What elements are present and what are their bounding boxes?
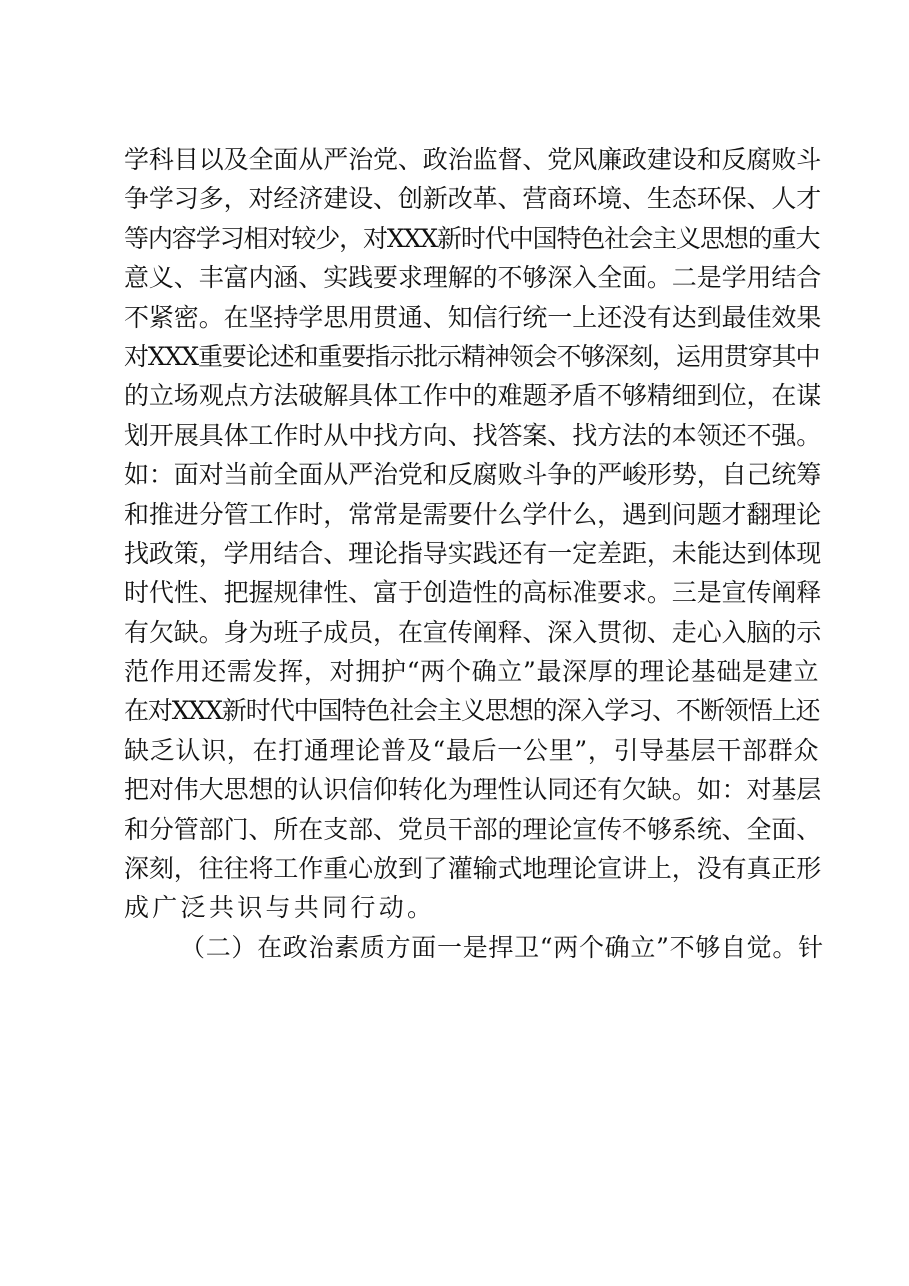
text-line: 和分管部门、所在支部、党员干部的理论宣传不够系统、全面、 <box>124 814 822 844</box>
text-line: 学科目以及全面从严治党、政治监督、党风廉政建设和反腐败斗 <box>124 145 822 174</box>
text-line: 意义、丰富内涵、实践要求理解的不够深入全面。二是学用结合 <box>124 263 822 293</box>
text-line: 在对XXX新时代中国特色社会主义思想的深入学习、不断领悟上还 <box>124 696 820 726</box>
text-line: 有欠缺。身为班子成员，在宣传阐释、深入贯彻、走心入脑的示 <box>124 617 822 647</box>
text-line: 缺乏认识，在打通理论普及“最后一公里”，引导基层干部群众 <box>124 735 820 765</box>
body-text <box>124 140 824 967</box>
text-line: 找政策，学用结合、理论指导实践还有一定差距，未能达到体现 <box>124 538 822 568</box>
section-heading-line: （二）在政治素质方面一是捍卫“两个确立”不够自觉。针 <box>180 932 824 962</box>
text-line: 的立场观点方法破解具体工作中的难题矛盾不够精细到位，在谋 <box>124 381 822 411</box>
text-line: 争学习多，对经济建设、创新改革、营商环境、生态环保、人才 <box>124 184 822 214</box>
text-line: 等内容学习相对较少，对XXX新时代中国特色社会主义思想的重大 <box>124 223 820 253</box>
text-line: 不紧密。在坚持学思用贯通、知信行统一上还没有达到最佳效果 <box>124 302 822 332</box>
text-line: 把对伟大思想的认识信仰转化为理性认同还有欠缺。如：对基层 <box>124 775 822 805</box>
text-line: 范作用还需发挥，对拥护“两个确立”最深厚的理论基础是建立 <box>124 657 820 687</box>
text-line: 成广泛共识与共同行动。 <box>124 893 436 923</box>
text-line: 如：面对当前全面从严治党和反腐败斗争的严峻形势，自己统筹 <box>124 460 822 490</box>
text-line: 时代性、把握规律性、富于创造性的高标准要求。三是宣传阐释 <box>124 578 822 608</box>
text-line: 对XXX重要论述和重要指示批示精神领会不够深刻，运用贯穿其中 <box>124 341 820 371</box>
text-line: 和推进分管工作时，常常是需要什么学什么，遇到问题才翻理论 <box>124 499 822 529</box>
text-line: 划开展具体工作时从中找方向、找答案、找方法的本领还不强。 <box>124 420 822 450</box>
text-line: 深刻，往往将工作重心放到了灌输式地理论宣讲上，没有真正形 <box>124 854 822 884</box>
